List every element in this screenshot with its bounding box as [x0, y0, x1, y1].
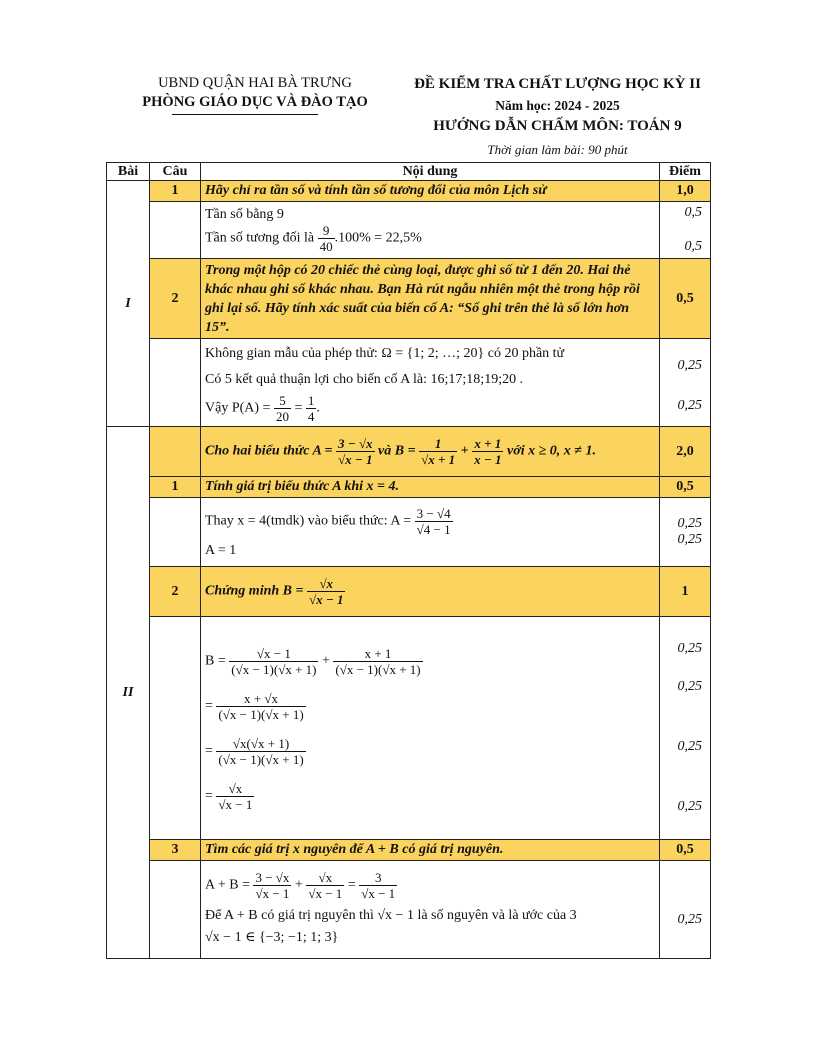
answer-content: Thay x = 4(tmdk) vào biểu thức: A = $\frac{3 - √4}{√4 - 1}$ A = 1	[201, 498, 660, 567]
answer-points: 0,25 0,25 0,25 0,25	[660, 617, 711, 840]
question-row	[107, 567, 711, 617]
exam-duration: Thời gian làm bài: 90 phút	[487, 142, 628, 157]
fraction: $\frac{3}{√x - 1}$	[361, 870, 396, 901]
question-text: Tính giá trị biểu thức A khi x = 4.	[201, 477, 660, 498]
question-points: 1	[660, 567, 711, 617]
fraction: $\frac{x + 1}{x - 1}$	[474, 436, 502, 467]
cau-label: 2	[150, 259, 201, 339]
question-points: 0,5	[660, 477, 711, 498]
answer-row	[107, 202, 711, 259]
exam-title: ĐỀ KIỂM TRA CHẤT LƯỢNG HỌC KỲ II	[414, 76, 701, 92]
fraction: $\frac{x + 1}{(√x - 1)(√x + 1)}$	[335, 646, 421, 677]
grading-table	[106, 162, 711, 959]
office-name: PHÒNG GIÁO DỤC VÀ ĐÀO TẠO	[142, 94, 368, 110]
answer-row	[107, 339, 711, 427]
table-header-row	[107, 163, 711, 181]
question-points: 0,5	[660, 259, 711, 339]
cau-label: 3	[150, 840, 201, 861]
answer-points: 0,25	[660, 861, 711, 959]
header-right	[395, 74, 720, 160]
answer-points: 0,25 0,25	[660, 498, 711, 567]
fraction: $\frac{√x(√x + 1)}{(√x - 1)(√x + 1)}$	[218, 736, 304, 767]
fraction: $\frac{√x - 1}{(√x - 1)(√x + 1)}$	[231, 646, 317, 677]
answer-content: B = $\frac{√x - 1}{(√x - 1)(√x + 1)}$ + $\frac{x + 1}{(√x - 1)(√x + 1)}$ = $\frac{x + √x}{(√x - 1)(√x + 1)}$ = $\frac{√x(√x + 1)}{(√x - 1)(√x + 1)}$ = $\frac{√x}{√x - 1}$	[201, 617, 660, 840]
fraction: $\frac{1}{√x + 1}$	[421, 436, 456, 467]
answer-row	[107, 498, 711, 567]
header-cau: Câu	[150, 163, 201, 181]
question-row	[107, 477, 711, 498]
answer-content: Tần số bằng 9 Tần số tương đối là $\frac{9}{40}$ .100% = 22,5%	[201, 202, 660, 259]
fraction: $\frac{1}{4}$	[307, 393, 315, 424]
cau-label: 1	[150, 477, 201, 498]
answer-row	[107, 617, 711, 840]
cau-label: 1	[150, 181, 201, 202]
answer-points: 0,25 0,25	[660, 339, 711, 427]
header-bai: Bài	[107, 163, 150, 181]
fraction: $\frac{√x}{√x - 1}$	[218, 781, 253, 812]
question-points: 0,5	[660, 840, 711, 861]
question-points: 1,0	[660, 181, 711, 202]
question-row	[107, 181, 711, 202]
answer-content: A + B = $\frac{3 - √x}{√x - 1}$ + $\frac{√x}{√x - 1}$ = $\frac{3}{√x - 1}$ Để A + B có giá trị nguyên thì √x − 1 là số nguyên và là ước của 3 √x − 1 ∈ {−3; −1; 1; 3}	[201, 861, 660, 959]
fraction: $\frac{3 - √4}{√4 - 1}$	[416, 505, 451, 537]
department-name: UBND QUẬN HAI BÀ TRƯNG	[158, 75, 352, 91]
answer-points: 0,5 0,5	[660, 202, 711, 259]
question-row	[107, 840, 711, 861]
question-text: Cho hai biểu thức A = $\frac{3 - √x}{√x - 1}$ và B = $\frac{1}{√x + 1}$ + $\frac{x + 1}{x - 1}$ với x ≥ 0, x ≠ 1.	[201, 427, 660, 477]
cau-label: 2	[150, 567, 201, 617]
question-text: Tìm các giá trị x nguyên để A + B có giá trị nguyên.	[201, 840, 660, 861]
question-row	[107, 259, 711, 339]
header-noidung: Nội dung	[201, 163, 660, 181]
question-text: Trong một hộp có 20 chiếc thẻ cùng loại, được ghi số từ 1 đến 20. Hai thẻ khác nhau ghi số khác nhau. Bạn Hà rút ngẫu nhiên một thẻ trong hộp rồi ghi lại số. Hãy tính xác suất của biến cố A: “Số ghi trên thẻ là số lớn hơn 15”.	[201, 259, 660, 339]
answer-content: Không gian mẫu của phép thử: Ω = {1; 2; …; 20} có 20 phần tử Có 5 kết quả thuận lợi cho biến cố A là: 16;17;18;19;20 . Vậy P(A) = $\frac{5}{20}$ = $\frac{1}{4}$ .	[201, 339, 660, 427]
header-diem: Điểm	[660, 163, 711, 181]
fraction: $\frac{x + √x}{(√x - 1)(√x + 1)}$	[218, 691, 304, 722]
question-points: 2,0	[660, 427, 711, 477]
fraction: $\frac{√x}{√x - 1}$	[308, 576, 344, 607]
fraction: $\frac{3 - √x}{√x - 1}$	[338, 436, 373, 467]
answer-row	[107, 861, 711, 959]
guide-title: HƯỚNG DẪN CHẤM MÔN: TOÁN 9	[433, 118, 682, 134]
school-year: Năm học: 2024 - 2025	[495, 98, 620, 113]
question-text: Hãy chỉ ra tần số và tính tần số tương đối của môn Lịch sử	[201, 181, 660, 202]
bai-label: I	[107, 181, 150, 427]
question-text: Chứng minh B = $\frac{√x}{√x - 1}$	[201, 567, 660, 617]
fraction: $\frac{9}{40}$	[319, 222, 333, 254]
fraction: $\frac{√x}{√x - 1}$	[308, 870, 343, 901]
header-underline	[172, 114, 318, 115]
fraction: $\frac{3 - √x}{√x - 1}$	[255, 870, 290, 901]
fraction: $\frac{5}{20}$	[275, 393, 289, 424]
header-left	[110, 74, 400, 112]
question-row	[107, 427, 711, 477]
bai-label: II	[107, 427, 150, 959]
